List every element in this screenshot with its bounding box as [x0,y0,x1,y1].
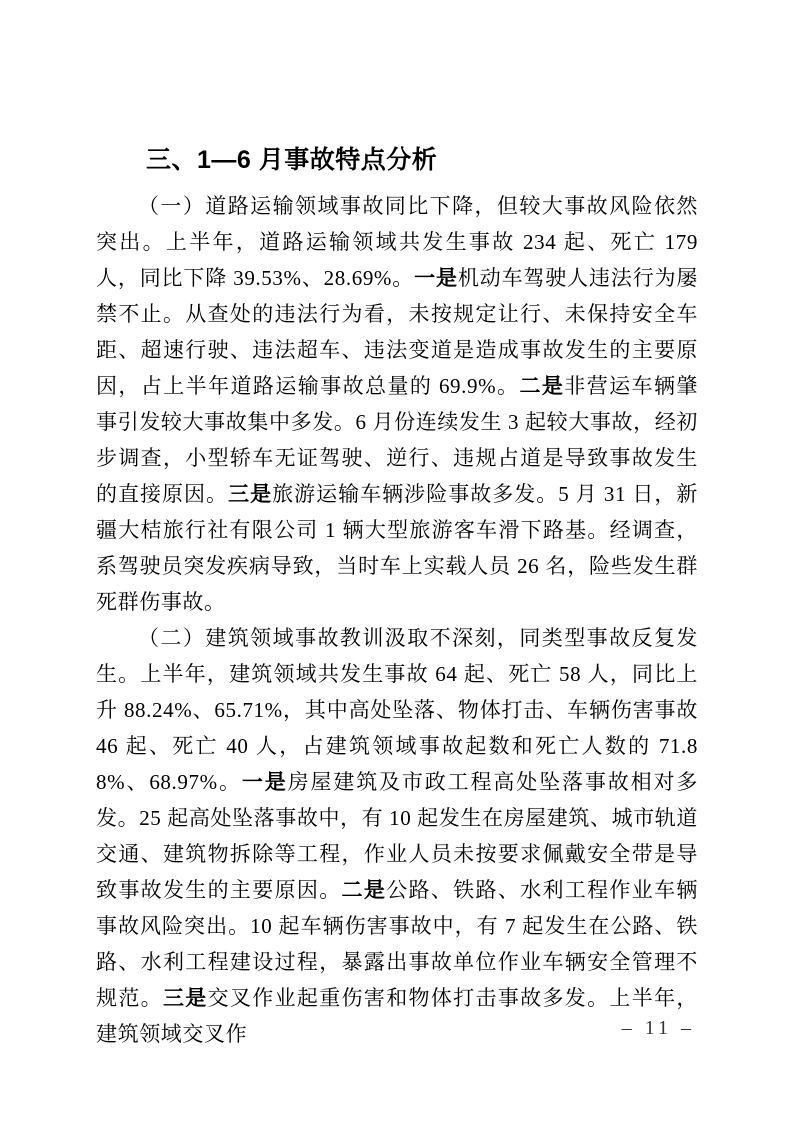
text-segment-normal: 公路、铁路、水利工程作业车辆事故风险突出。10 起车辆伤害事故中，有 7 起发生在公路、铁路、水利工程建设过程，暴露出事故单位作业车辆安全管理不规范。 [96,878,698,1010]
text-segment-normal: 上半年，道路运输领域共发生事故 234 起、死亡 179 人，同比下降 39.53%、28.69%。 [96,230,698,290]
paragraph-1 [96,188,698,620]
text-segment-normal: 机动车驾驶人违法行为屡禁不止。从查处的违法行为看，未按规定让行、未保持安全车距、超速行驶、违法超车、违法变道是造成事故发生的主要原因，占上半年道路运输事故总量的 69.9%。 [96,266,698,398]
text-segment-bold: 一是 [414,266,458,290]
text-segment-normal: 交叉作业起重伤害和物体打击事故多发。上半年，建筑领域交叉作 [96,986,698,1046]
text-segment-normal: 非营运车辆肇事引发较大事故集中多发。6 月份连续发生 3 起较大事故，经初步调查，小型轿车无证驾驶、逆行、违规占道是导致事故发生的直接原因。 [96,374,698,506]
text-segment-lead: （一）道路运输领域事故同比下降，但较大事故风险依然突出。 [96,194,698,254]
paragraph-2 [96,620,698,1052]
text-segment-bold: 三是 [228,482,273,506]
text-segment-normal: 房屋建筑及市政工程高处坠落事故相对多发。25 起高处坠落事故中，有 10 起发生在房屋建筑、城市轨道交通、建筑物拆除等工程，作业人员未按要求佩戴安全带是导致事故发生的主要原因。 [96,770,698,902]
document-content [96,142,698,1052]
text-segment-normal: 旅游运输车辆涉险事故多发。5 月 31 日，新疆大桔旅行社有限公司 1 辆大型旅游客车滑下路基。经调查，系驾驶员突发疾病导致，当时车上实载人员 26 名，险些发生群死群伤事故。 [96,482,698,614]
page-number: – 11 – [621,1017,695,1039]
text-segment-normal: 上半年，建筑领域共发生事故 64 起、死亡 58 人，同比上升 88.24%、65.71%，其中高处坠落、物体打击、车辆伤害事故 46 起、死亡 40 人，占建筑领域事故起数和死亡人数的 71.88%、68.97%。 [96,662,698,794]
section-heading: 三、1—6 月事故特点分析 [146,146,438,174]
text-segment-bold: 二是 [341,878,387,902]
text-segment-lead: （二）建筑领域事故教训汲取不深刻，同类型事故反复发生。 [96,626,698,686]
text-segment-bold: 三是 [162,986,208,1010]
page-footer [622,1017,695,1040]
document-body [96,188,698,1052]
text-segment-bold: 一是 [241,770,288,794]
text-segment-bold: 二是 [519,374,565,398]
